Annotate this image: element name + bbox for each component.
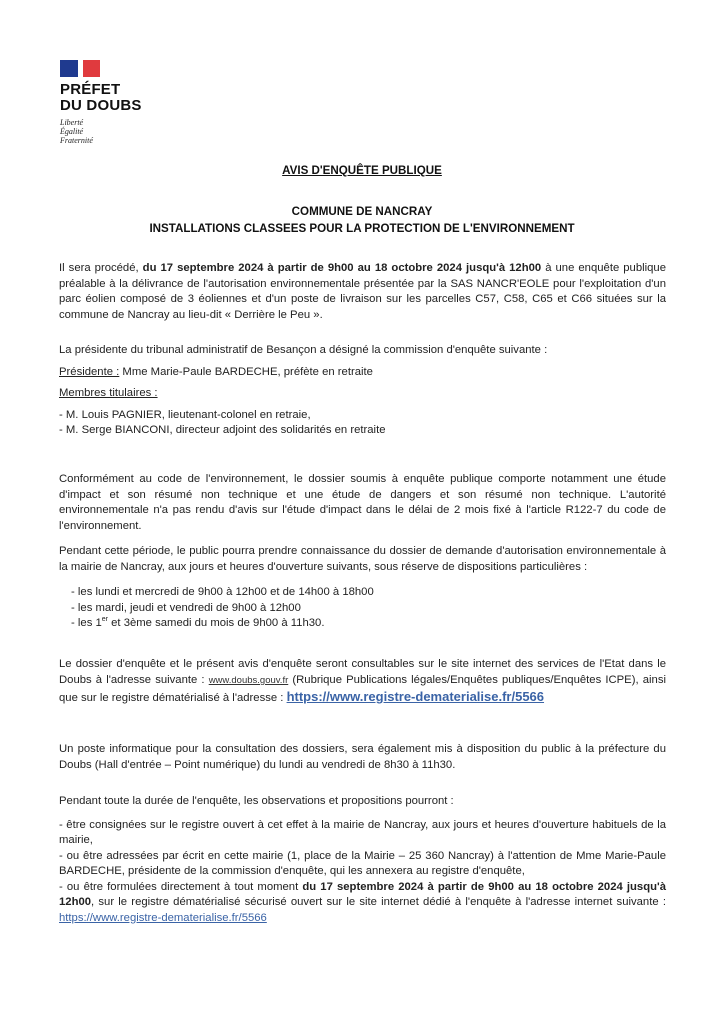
dossier-paragraph: Conformément au code de l'environnement, le dossier soumis à enquête publique comporte notamment une étude d'impact et son résumé non technique et une étude de dangers et son résumé non technique. L'autorité environnementale n'a pas rendu d'avis sur l'étude d'impact dans le délai de 2 mois fixé à l'article R122-7 du code de l'environnement. — [59, 473, 666, 532]
commune-title: COMMUNE DE NANCRAY — [291, 205, 433, 218]
hours-item: - les lundi et mercredi de 9h00 à 12h00 et de 14h00 à 18h00 — [71, 586, 374, 598]
republic-motto: Liberté Égalité Fraternité — [60, 118, 93, 145]
commission-section — [59, 343, 666, 439]
observations-section — [59, 794, 666, 926]
observation-item: - ou être adressées par écrit en cette mairie (1, place de la Mairie – 25 360 Nancray) à l'attention de Mme Marie-Paule BARDECHE, présidente de la commission d'enquête, qui les annexera au registre d'enquête, — [59, 849, 666, 877]
consultation-text: Pendant cette période, le public pourra prendre connaissance du dossier de demande d'autorisation environnementale à la mairie de Nancray, aux jours et heures d'ouverture suivants, sous réserve de dispositions particulières : — [59, 545, 666, 573]
hours-item: - les 1er et 3ème samedi du mois de 9h00 à 11h30. — [71, 616, 325, 629]
membre-item: - M. Serge BIANCONI, directeur adjoint des solidarités en retraite — [59, 424, 386, 436]
marianne-flag-icon — [60, 60, 100, 77]
prefet-title: PRÉFET DU DOUBS — [60, 81, 142, 114]
hours-item: - les mardi, jeudi et vendredi de 9h00 à 12h00 — [71, 601, 301, 614]
consultation-section — [59, 544, 666, 632]
observation-item: - être consignées sur le registre ouvert à cet effet à la mairie de Nancray, aux jours et heures d'ouverture habituels de la mairie, — [59, 818, 666, 846]
membre-item: - M. Louis PAGNIER, lieutenant-colonel en retraie, — [59, 408, 311, 421]
observations-intro: Pendant toute la durée de l'enquête, les observations et propositions pourront : — [59, 795, 454, 807]
prefecture-logo — [60, 60, 142, 145]
registre-link[interactable]: https://www.registre-dematerialise.fr/5566 — [59, 911, 267, 924]
poste-paragraph: Un poste informatique pour la consultation des dossiers, sera également mis à disposition du public à la préfecture du Doubs (Hall d'entrée – Point numérique) du lundi au vendredi de 8h30 à 11h30. — [59, 743, 666, 771]
avis-title: AVIS D'ENQUÊTE PUBLIQUE — [282, 164, 442, 177]
online-paragraph: Le dossier d'enquête et le présent avis d'enquête seront consultables sur le site internet des services de l'Etat dans le Doubs à l'adresse suivante : www.doubs.gouv.fr (Rubrique Publications légales/Enquêtes publiques/Enquêtes ICPE), ainsi que sur le registre dématérialisé à l'adresse : https://www.registre-dematerialise.fr/5566 — [59, 658, 666, 704]
membres-label: Membres titulaires : — [59, 387, 158, 399]
installations-title: INSTALLATIONS CLASSEES POUR LA PROTECTION DE L'ENVIRONNEMENT — [149, 222, 575, 235]
intro-paragraph: Il sera procédé, du 17 septembre 2024 à partir de 9h00 au 18 octobre 2024 jusqu'à 12h00 à une enquête publique préalable à la délivrance de l'autorisation environnementale présentée par la SAS NANCR'EOLE pour l'exploitation d'un parc éolien composé de 3 éoliennes et d'un poste de livraison sur les parcelles C57, C58, C65 et C66 situées sur la commune de Nancray au lieu-dit « Derrière le Peu ». — [59, 262, 666, 321]
observation-item: - ou être formulées directement à tout moment du 17 septembre 2024 à partir de 9h00 au 18 octobre 2024 jusqu'à 12h00, sur le registre dématérialisé sécurisé ouvert sur le site internet dédié à l'enquête à l'adresse internet suivante : https://www.registre-dematerialise.fr/5566 — [59, 880, 666, 924]
doubs-gouv-link[interactable]: www.doubs.gouv.fr — [208, 675, 289, 686]
presidente-value: Mme Marie-Paule BARDECHE, préfète en retraite — [119, 365, 373, 378]
presidente-label: Présidente : — [59, 365, 120, 378]
commission-intro: La présidente du tribunal administratif de Besançon a désigné la commission d'enquête suivante : — [59, 344, 548, 356]
registre-link-bold[interactable]: https://www.registre-dematerialise.fr/5566 — [286, 689, 545, 704]
